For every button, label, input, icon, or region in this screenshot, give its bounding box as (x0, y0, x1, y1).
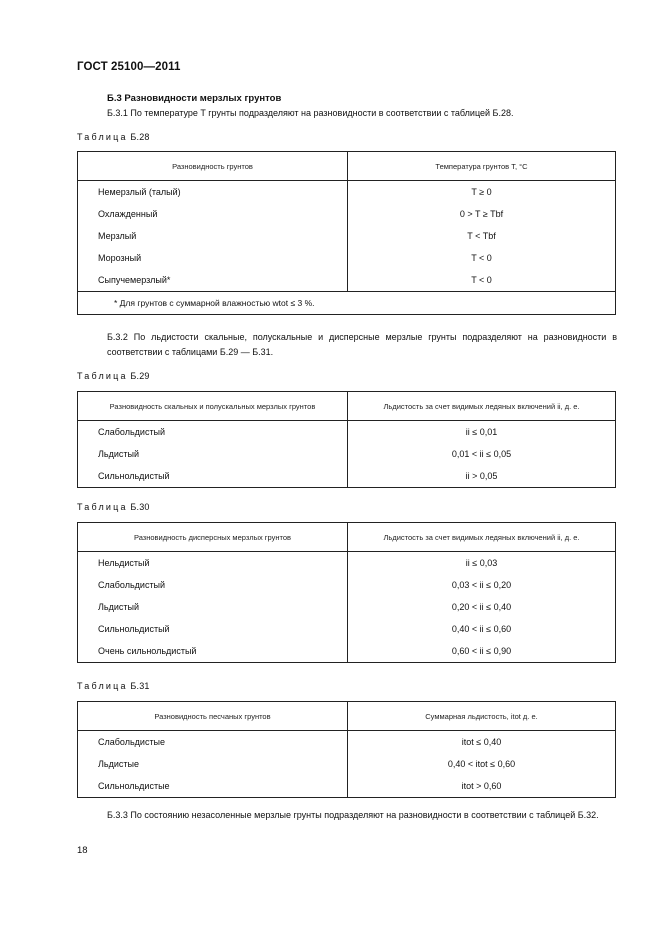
table-b28-footnote: * Для грунтов с суммарной влажностью wtot ≤ 3 %. (78, 292, 616, 315)
table-row (78, 574, 616, 596)
table-cell-value: itot ≤ 0,40 (348, 731, 616, 754)
table-b28-label-number: Б.28 (130, 132, 150, 142)
paragraph-b33-text: Б.3.3 По состоянию незасоленные мерзлые грунты подразделяют на разновидности в соответствии с таблицей Б.32. (107, 810, 599, 820)
table-b30-label (77, 502, 150, 512)
table-b31-col1-header: Разновидность песчаных грунтов (78, 702, 348, 731)
table-cell-name: Очень сильнольдистый (78, 640, 348, 663)
table-cell-value: T < 0 (348, 247, 616, 269)
table-cell-name: Льдистые (78, 753, 348, 775)
table-cell-value: 0,20 < ii ≤ 0,40 (348, 596, 616, 618)
table-row (78, 225, 616, 247)
page-number: 18 (77, 845, 88, 856)
table-b31 (77, 701, 616, 798)
table-b29-col1-header: Разновидность скальных и полускальных мерзлых грунтов (78, 392, 348, 421)
table-row (78, 269, 616, 292)
table-cell-value: 0,40 < itot ≤ 0,60 (348, 753, 616, 775)
table-row (78, 443, 616, 465)
table-row (78, 203, 616, 225)
table-cell-name: Сильнольдистый (78, 465, 348, 488)
table-row (78, 731, 616, 754)
table-cell-value: ii ≤ 0,01 (348, 421, 616, 444)
table-row (78, 465, 616, 488)
document-code: ГОСТ 25100—2011 (77, 61, 181, 73)
table-header-row (78, 392, 616, 421)
table-b29 (77, 391, 616, 488)
table-cell-name: Слабольдистый (78, 421, 348, 444)
table-row (78, 775, 616, 798)
table-b30 (77, 522, 616, 663)
table-cell-value: T < Tbf (348, 225, 616, 247)
table-cell-value: 0 > T ≥ Tbf (348, 203, 616, 225)
table-cell-value: itot > 0,60 (348, 775, 616, 798)
table-row (78, 753, 616, 775)
table-row (78, 596, 616, 618)
table-header-row (78, 152, 616, 181)
table-cell-value: 0,40 < ii ≤ 0,60 (348, 618, 616, 640)
table-cell-name: Сильнольдистые (78, 775, 348, 798)
table-b29-col2-header: Льдистость за счет видимых ледяных включений ii, д. е. (348, 392, 616, 421)
paragraph-b31-text: Б.3.1 По температуре T грунты подразделяют на разновидности в соответствии с таблицей Б.28. (107, 108, 514, 118)
table-cell-name: Мерзлый (78, 225, 348, 247)
table-row (78, 181, 616, 204)
table-cell-name: Нельдистый (78, 552, 348, 575)
table-b29-label-word: Таблица (77, 371, 128, 381)
table-cell-value: T < 0 (348, 269, 616, 292)
table-cell-value: T ≥ 0 (348, 181, 616, 204)
table-row (78, 640, 616, 663)
table-cell-value: 0,03 < ii ≤ 0,20 (348, 574, 616, 596)
paragraph-b33 (77, 808, 617, 823)
section-title: Б.3 Разновидности мерзлых грунтов (107, 93, 282, 104)
table-b30-label-word: Таблица (77, 502, 128, 512)
table-b28-label (77, 132, 150, 142)
table-note-row (78, 292, 616, 315)
table-b31-label-number: Б.31 (130, 681, 150, 691)
table-b31-label-word: Таблица (77, 681, 128, 691)
table-cell-value: 0,60 < ii ≤ 0,90 (348, 640, 616, 663)
table-b31-col2-header: Суммарная льдистость, itot д. е. (348, 702, 616, 731)
table-row (78, 618, 616, 640)
table-header-row (78, 702, 616, 731)
table-cell-name: Сильнольдистый (78, 618, 348, 640)
table-b28 (77, 151, 616, 315)
table-cell-name: Льдистый (78, 596, 348, 618)
paragraph-b32-text: Б.3.2 По льдистости скальные, полускальные и дисперсные мерзлые грунты подразделяют на разновидности в соответствии с таблицами Б.29 — Б.31. (107, 332, 617, 357)
table-cell-name: Сыпучемерзлый* (78, 269, 348, 292)
table-row (78, 421, 616, 444)
paragraph-b31 (77, 106, 617, 121)
table-b28-col2-header: Температура грунтов T, °С (348, 152, 616, 181)
table-b29-label (77, 371, 150, 381)
table-cell-name: Слабольдистые (78, 731, 348, 754)
table-cell-name: Морозный (78, 247, 348, 269)
table-b29-label-number: Б.29 (130, 371, 150, 381)
table-cell-value: ii > 0,05 (348, 465, 616, 488)
table-row (78, 552, 616, 575)
table-b30-col2-header: Льдистость за счет видимых ледяных включений ii, д. е. (348, 523, 616, 552)
table-header-row (78, 523, 616, 552)
paragraph-b32 (77, 330, 617, 360)
table-b30-col1-header: Разновидность дисперсных мерзлых грунтов (78, 523, 348, 552)
table-cell-value: ii ≤ 0,03 (348, 552, 616, 575)
table-b31-label (77, 681, 150, 691)
table-cell-name: Немерзлый (талый) (78, 181, 348, 204)
table-cell-value: 0,01 < ii ≤ 0,05 (348, 443, 616, 465)
table-b30-label-number: Б.30 (130, 502, 150, 512)
table-b28-col1-header: Разновидность грунтов (78, 152, 348, 181)
table-cell-name: Слабольдистый (78, 574, 348, 596)
table-b28-label-word: Таблица (77, 132, 128, 142)
table-row (78, 247, 616, 269)
table-cell-name: Охлажденный (78, 203, 348, 225)
table-cell-name: Льдистый (78, 443, 348, 465)
